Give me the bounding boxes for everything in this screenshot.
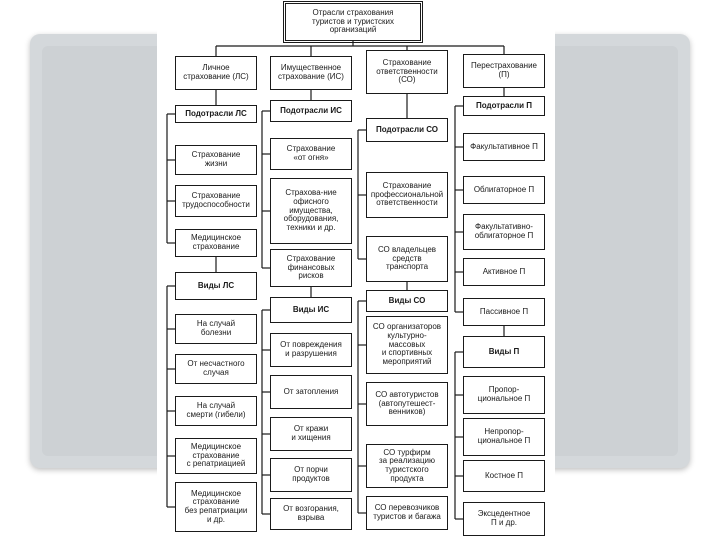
p-kind-item: Пропор- циональное П (463, 376, 545, 414)
ls-kind-item: Медицинское страхование без репатриации и др. (175, 482, 257, 532)
ls-kind-item: На случай смерти (гибели) (175, 396, 257, 426)
ls-subbranch-item: Медицинское страхование (175, 229, 257, 257)
so-subbranch-item: СО владельцев средств транспорта (366, 236, 448, 282)
p-kind-item: Эксцедентное П и др. (463, 502, 545, 536)
is-subbranch-item: Страхова-ние офисного имущества, оборудования, техники и др. (270, 178, 352, 244)
p-subbranch-item: Активное П (463, 258, 545, 286)
ls-kind-item: На случай болезни (175, 314, 257, 344)
ls-subbranch-item: Страхование жизни (175, 145, 257, 175)
p-kind-item: Костное П (463, 460, 545, 492)
is-subbranch-item: Страхование «от огня» (270, 138, 352, 170)
ls-subbranches-header: Подотрасли ЛС (175, 105, 257, 123)
p-subbranch-item: Факультативно- облигаторное П (463, 214, 545, 250)
is-kinds-header: Виды ИС (270, 297, 352, 323)
is-kind-item: От кражи и хищения (270, 417, 352, 451)
p-subbranch-item: Пассивное П (463, 298, 545, 326)
is-subbranch-item: Страхование финансовых рисков (270, 249, 352, 287)
ls-kinds-header: Виды ЛС (175, 272, 257, 300)
is-kind-item: От порчи продуктов (270, 458, 352, 492)
so-kind-item: СО организаторов культурно- массовых и спортивных мероприятий (366, 316, 448, 374)
ls-branch-title: Личное страхование (ЛС) (175, 56, 257, 90)
is-kind-item: От возгорания, взрыва (270, 498, 352, 530)
ls-kind-item: От несчастного случая (175, 354, 257, 384)
p-kind-item: Непропор- циональное П (463, 418, 545, 456)
so-kind-item: СО перевозчиков туристов и багажа (366, 496, 448, 530)
diagram-page (157, 0, 555, 540)
root-node: Отрасли страхования туристов и туристских организаций (285, 3, 421, 41)
is-kind-item: От затопления (270, 375, 352, 409)
so-kind-item: СО автотуристов (автопутешест- венников) (366, 382, 448, 426)
is-kind-item: От повреждения и разрушения (270, 333, 352, 367)
so-subbranch-item: Страхование профессиональной ответственности (366, 172, 448, 218)
p-branch-title: Перестрахование (П) (463, 54, 545, 88)
p-subbranch-item: Облигаторное П (463, 176, 545, 204)
is-branch-title: Имущественное страхование (ИС) (270, 56, 352, 90)
is-subbranches-header: Подотрасли ИС (270, 100, 352, 122)
so-kinds-header: Виды СО (366, 290, 448, 312)
p-subbranch-item: Факультативное П (463, 133, 545, 161)
so-subbranches-header: Подотрасли СО (366, 118, 448, 142)
p-subbranches-header: Подотрасли П (463, 96, 545, 116)
p-kinds-header: Виды П (463, 336, 545, 368)
ls-subbranch-item: Страхование трудоспособности (175, 185, 257, 217)
so-branch-title: Страхование ответственности (СО) (366, 50, 448, 94)
so-kind-item: СО турфирм за реализацию туристского продукта (366, 444, 448, 488)
ls-kind-item: Медицинское страхование с репатриацией (175, 438, 257, 474)
